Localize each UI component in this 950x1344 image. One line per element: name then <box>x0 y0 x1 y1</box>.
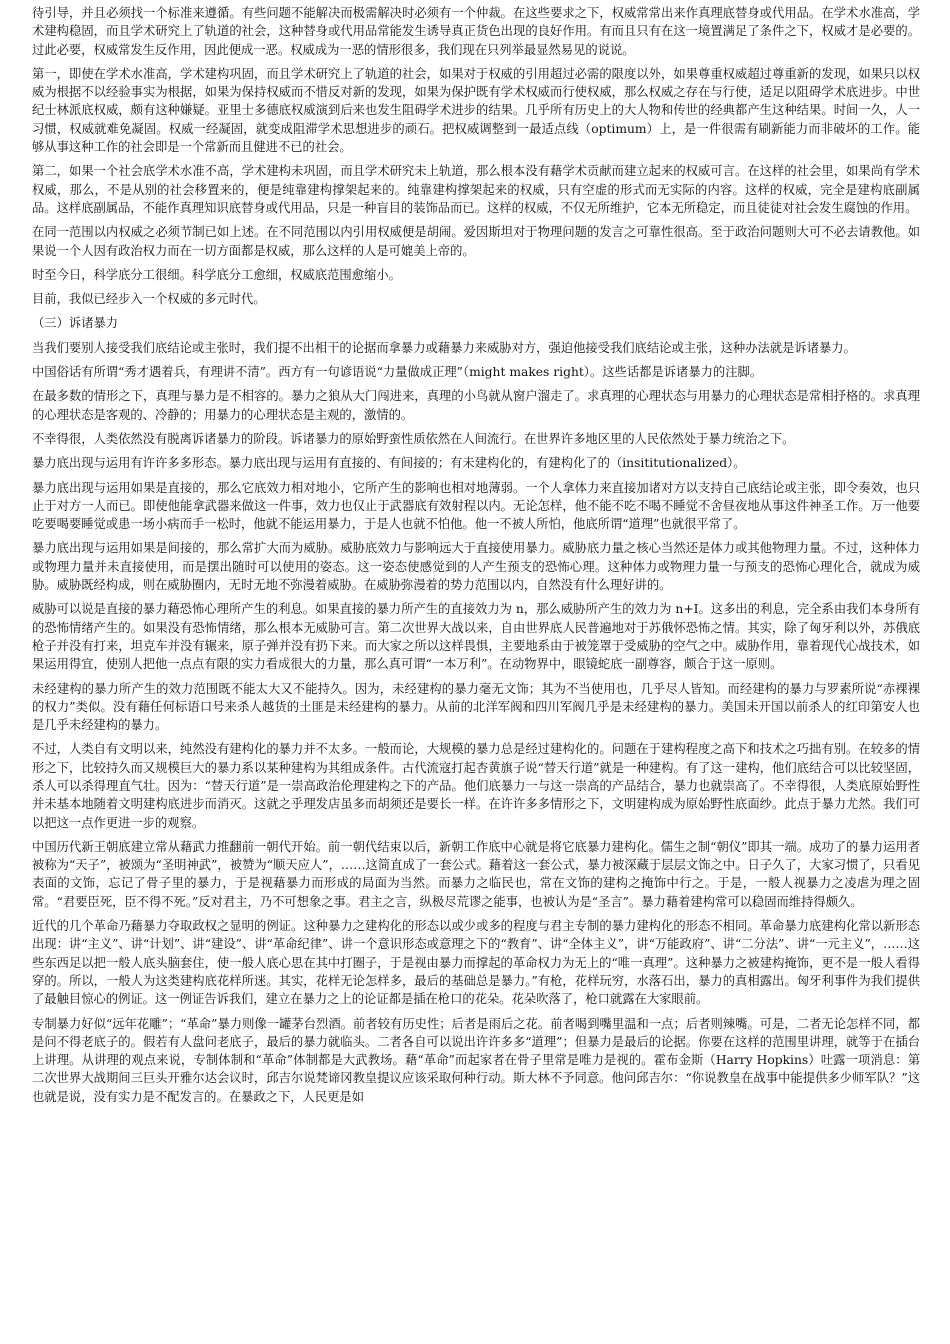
paragraph-authority-first: 第一，即使在学术水准高，学术建构巩固，而且学术研究上了轨道的社会，如果对于权威的引用超过必需的限度以外，如果尊重权威超过尊重新的发现，如果只以权威为根据不以经验事实为根据，如果为保持权威而不惜反对新的发现，如果为保护既有学术权威而行使权威，那么权威之存在与行使，适足以阻碍学术底进步。中世纪士林派底权威，颇有这种嫌疑。亚里士多德底权威演到后来也发生阻碍学术进步的结果。几乎所有历史上的大人物和传世的经典都产生这种结果。时间一久，人一习惯，权威就难免凝固。权威一经凝固，就变成阻滞学术思想进步的顽石。把权威调整到一最适点线（optimum）上，是一件很需有刷新能力而非破坏的工作。能够从事这种工作的社会即是一个常新而且健进不已的社会。 <box>32 66 920 155</box>
paragraph-autocracy-vs-revolution: 专制暴力好似“远年花雕”；“革命”暴力则像一罐茅台烈酒。前者较有历史性；后者是雨后之花。前者喝到嘴里温和一点；后者则辣嘴。可是，二者无论怎样不同，都是问不得老底子的。假若有人盘问老底子，最后的暴力就临头。二者各自可以说出许许多多“道理”；但暴力是最后的论据。你要在这样的范围里讲理，就等于在插台上讲理。从讲理的观点来说，专制体制和“革命”体制都是大武教场。藉“革命”而起家者在骨子里常是唯力是视的。霍布金斯（Harry Hopkins）吐露一项消息：第二次世界大战期间三巨头开雅尔达会议时，邱吉尔说梵谛冈教皇提议应该采取何种行动。斯大林不予同意。他问邱吉尔：“你说教皇在战事中能提供多少师军队？”这也就是说，没有实力是不配发言的。在暴政之下，人民更是如 <box>32 1016 920 1104</box>
paragraph-truth-vs-force: 在最多数的情形之下，真理与暴力是不相容的。暴力之狼从大门闯进来，真理的小鸟就从窗户溜走了。求真理的心理状态与用暴力的心理状态是常相抒格的。求真理的心理状态是客观的、冷静的；用暴力的心理状态是主观的，激情的。 <box>32 389 920 422</box>
paragraph-authority-scope: 在同一范围以内权威之必须节制已如上述。在不同范围以内引用权威便是胡闹。爱因斯坦对于物理问题的发言之可靠性很高。至于政治问题则大可不必去请教他。如果说一个人因有政治权力而在一切方面都是权威，那么这样的人是可媲美上帝的。 <box>32 225 920 258</box>
paragraph-dynasties: 中国历代新王朝底建立常从藉武力推翻前一朝代开始。前一朝代结束以后，新朝工作底中心就是将它底暴力建构化。儒生之制“朝仪”即其一端。成功了的暴力运用者被称为“天子”，被颂为“圣明神武”，被赞为“顺天应人”，……这简直成了一套公式。藉着这一套公式，暴力被深藏于层层文饰之中。日子久了，大家习惯了，只看见表面的文饰，忘记了骨子里的暴力，于是视藉暴力而形成的局面为当然。而暴力之临民也，常在文饰的建构之掩饰中行之。于是，一般人视暴力之凌虐为理之固常。“君要臣死，臣不得不死。”反对君主，乃不可想象之事。君主之言，纵极尽荒谬之能事，也被认为是“圣言”。暴力藉着建构常可以稳固而维持得颇久。 <box>32 839 920 909</box>
paragraph-division-of-labor: 时至今日，科学底分工很细。科学底分工愈细，权威底范围愈缩小。 <box>32 267 401 282</box>
paragraph-pluralist-era: 目前，我似已经步入一个权威的多元时代。 <box>32 292 266 307</box>
paragraph-indirect-force: 暴力底出现与运用如果是间接的，那么常扩大而为威胁。威胁底效力与影响远大于直接使用暴力。威胁底力量之核心当然还是体力或其他物理力量。不过，这种体力或物理力量并未直接使用，而是摆出随时可以使用的姿态。这一姿态使感觉到的人产生预支的恐怖心理。这种体力或物理力量一与预支的恐怖心理化合，就成为威胁。威胁既经构成，则在威胁圈内，无时无地不弥漫着威胁。在威胁弥漫着的势力范围以内，自然没有什么理好讲的。 <box>32 541 920 593</box>
paragraph-authority-second: 第二，如果一个社会底学术水准不高，学术建构未巩固，而且学术研究未上轨道，那么根本没有藉学术贡献而建立起来的权威可言。在这样的社会里，如果尚有学术权威，那么，不是从别的社会移置来的，便是纯靠建构撑架起来的。纯靠建构撑架起来的权威，只有空虚的形式而无实际的内容。这样的权威，完全是建构底副属品。这样底副属品，不能作真理知识底替身或代用品，只是一种盲目的装饰品而已。这样的权威，不仅无所维护，它本无所稳定，而且徒徒对社会发生腐蚀的作用。 <box>32 164 920 215</box>
paragraph-direct-force: 暴力底出现与运用如果是直接的，那么它底效力相对地小，它所产生的影响也相对地薄弱。一个人拿体力来直接加诸对方以支持自己底结论或主张，即令奏效，也只止于对方一人而已。即使他能拿武器来做这一件事，效力也仅止于武器底有效射程以内。无论怎样，他不能不吃不喝不睡觉不舍昼夜地从事这件神圣工作。万一他要吃要喝要睡觉或患一场小病而手一松时，他就不能运用暴力，于是人也就不怕他。他一不被人所怕，他底所谓“道理”也就很平常了。 <box>32 480 920 532</box>
paragraph-revolutions: 近代的几个革命乃藉暴力夺取政权之显明的例证。这种暴力之建构化的形态以或少或多的程度与君主专制的暴力建构化的形态不相同。革命暴力底建构化常以新形态出现：讲“主义”、讲“计划”、讲“建设”、讲“革命纪律”、讲一个意识形态或意理之下的“教育”、讲“全体主义”，讲“万能政府”、讲“二分法”、讲“一元主义”，……这些东西足以把一般人底头脑套住，使一般人底心思在其中打圈子，于是视由暴力而撑起的革命权力为无上的“唯一真理”。这种暴力之被建构掩饰，更不是一般人看得穿的。所以，一般人为这类建构底花样所迷。其实，花样无论怎样多，最后的基础总是暴力。”有枪，花样玩穷，水落石出，暴力的真相露出。匈牙利事件为我们提供了最触目惊心的例证。这一例证告诉我们，建立在暴力之上的论证都是插在枪口的花朵。花朵吹落了，枪口就露在大家眼前。 <box>32 919 920 1007</box>
paragraph-force-definition: 当我们要别人接受我们底结论或主张时，我们提不出相干的论据而拿暴力或藉暴力来威胁对方，强迫他接受我们底结论或主张，这种办法就是诉诸暴力。 <box>32 340 856 355</box>
paragraph-institutionalized-force: 不过，人类自有文明以来，纯然没有建构化的暴力并不太多。一般而论，大规模的暴力总是经过建构化的。问题在于建构程度之高下和技术之巧拙有别。在较多的情形之下，比较持久而又规模巨大的暴力系以某种建构为其组成条件。古代流寇打起杏黄旗子说“替天行道”就是一种建构。有了这一建构，他们底结合可以比较坚固，杀人可以杀得理直气壮。因为：“替天行道”是一崇高政治伦理建构之下的产品。他们底暴力一与这一崇高的产品结合，暴力也就崇高了。不幸得很，人类底原始野性并未基本地随着文明建构底进步而消灭。这就之乎理发店虽多而胡须还是要长一样。在许许多多情形之下，文明建构成为原始野性底面纱。此点于暴力尤然。我们可以把这一点作更进一步的观察。 <box>32 742 920 830</box>
paragraph-threat-interest: 威胁可以说是直接的暴力藉恐怖心理所产生的利息。如果直接的暴力所产生的直接效力为 n，那么威胁所产生的效力为 n+I。这多出的利息，完全系由我们本身所有的恐怖情绪产生的。如果没有恐怖情绪，那么根本无威胁可言。第二次世界大战以来，自由世界底人民普遍地对于苏俄怀恐怖之情。其实，除了匈牙利以外，苏俄底枪子并没有打来，坦克车并没有辗来，原子弹并没有扔下来。而大家之所以这样畏惧，主要地系由于被笼罩于受威胁的空气之中。威胁作用，靠着现代心战技术，如果运用得宜，使别人把他一点点有限的实力看成很大的力量，那么真可谓“一本万利”。在动物界中，眼镜蛇底一副尊容，颇合于这一原则。 <box>32 602 920 672</box>
paragraph-authority-intro: 待引导，并且必须找一个标准来遵循。有些问题不能解决而极需解决时必须有一个仲裁。在这些要求之下，权威常常出来作真理底替身或代用品。在学术水准高，学术建构稳固，而且学术研究上了轨道的社会，这种替身或代用品常能发生诱导真正货色出现的良好作用。有而且只有在这一境置满足了条件之下，权威才是必要的。过此必要，权威常发生反作用，因此便成一恶。权威成为一恶的情形很多，我们现在只列举最显然易见的说说。 <box>32 6 920 57</box>
paragraph-unstructured-force: 未经建构的暴力所产生的效力范围既不能太大又不能持久。因为，未经建构的暴力毫无文饰；其为不当使用也，几乎尽人皆知。而经建构的暴力与罗素所说“赤裸裸的权力”类似。没有藉任何标语口号来杀人越货的土匪是未经建构的暴力。从前的北洋军阀和四川军阀几乎是未经建构的暴力。美国未开国以前杀人的红印第安人也是几乎未经建构的暴力。 <box>32 681 920 733</box>
paragraph-forms-of-force: 暴力底出现与运用有许许多多形态。暴力底出现与运用有直接的、有间接的；有未建构化的，有建构化了的（insititutionalized）。 <box>32 456 746 471</box>
section-heading-appeal-to-force: （三）诉诸暴力 <box>32 316 119 331</box>
paragraph-unfortunate: 不幸得很，人类依然没有脱离诉诸暴力的阶段。诉诸暴力的原始野蛮性质依然在人间流行。在世界许多地区里的人民依然处于暴力统治之下。 <box>32 431 795 446</box>
paragraph-proverbs: 中国俗话有所谓“秀才遇着兵，有理讲不清”。西方有一句谚语说“力量做成正理”（might makes right）。这些话都是诉诸暴力的注脚。 <box>32 365 763 380</box>
